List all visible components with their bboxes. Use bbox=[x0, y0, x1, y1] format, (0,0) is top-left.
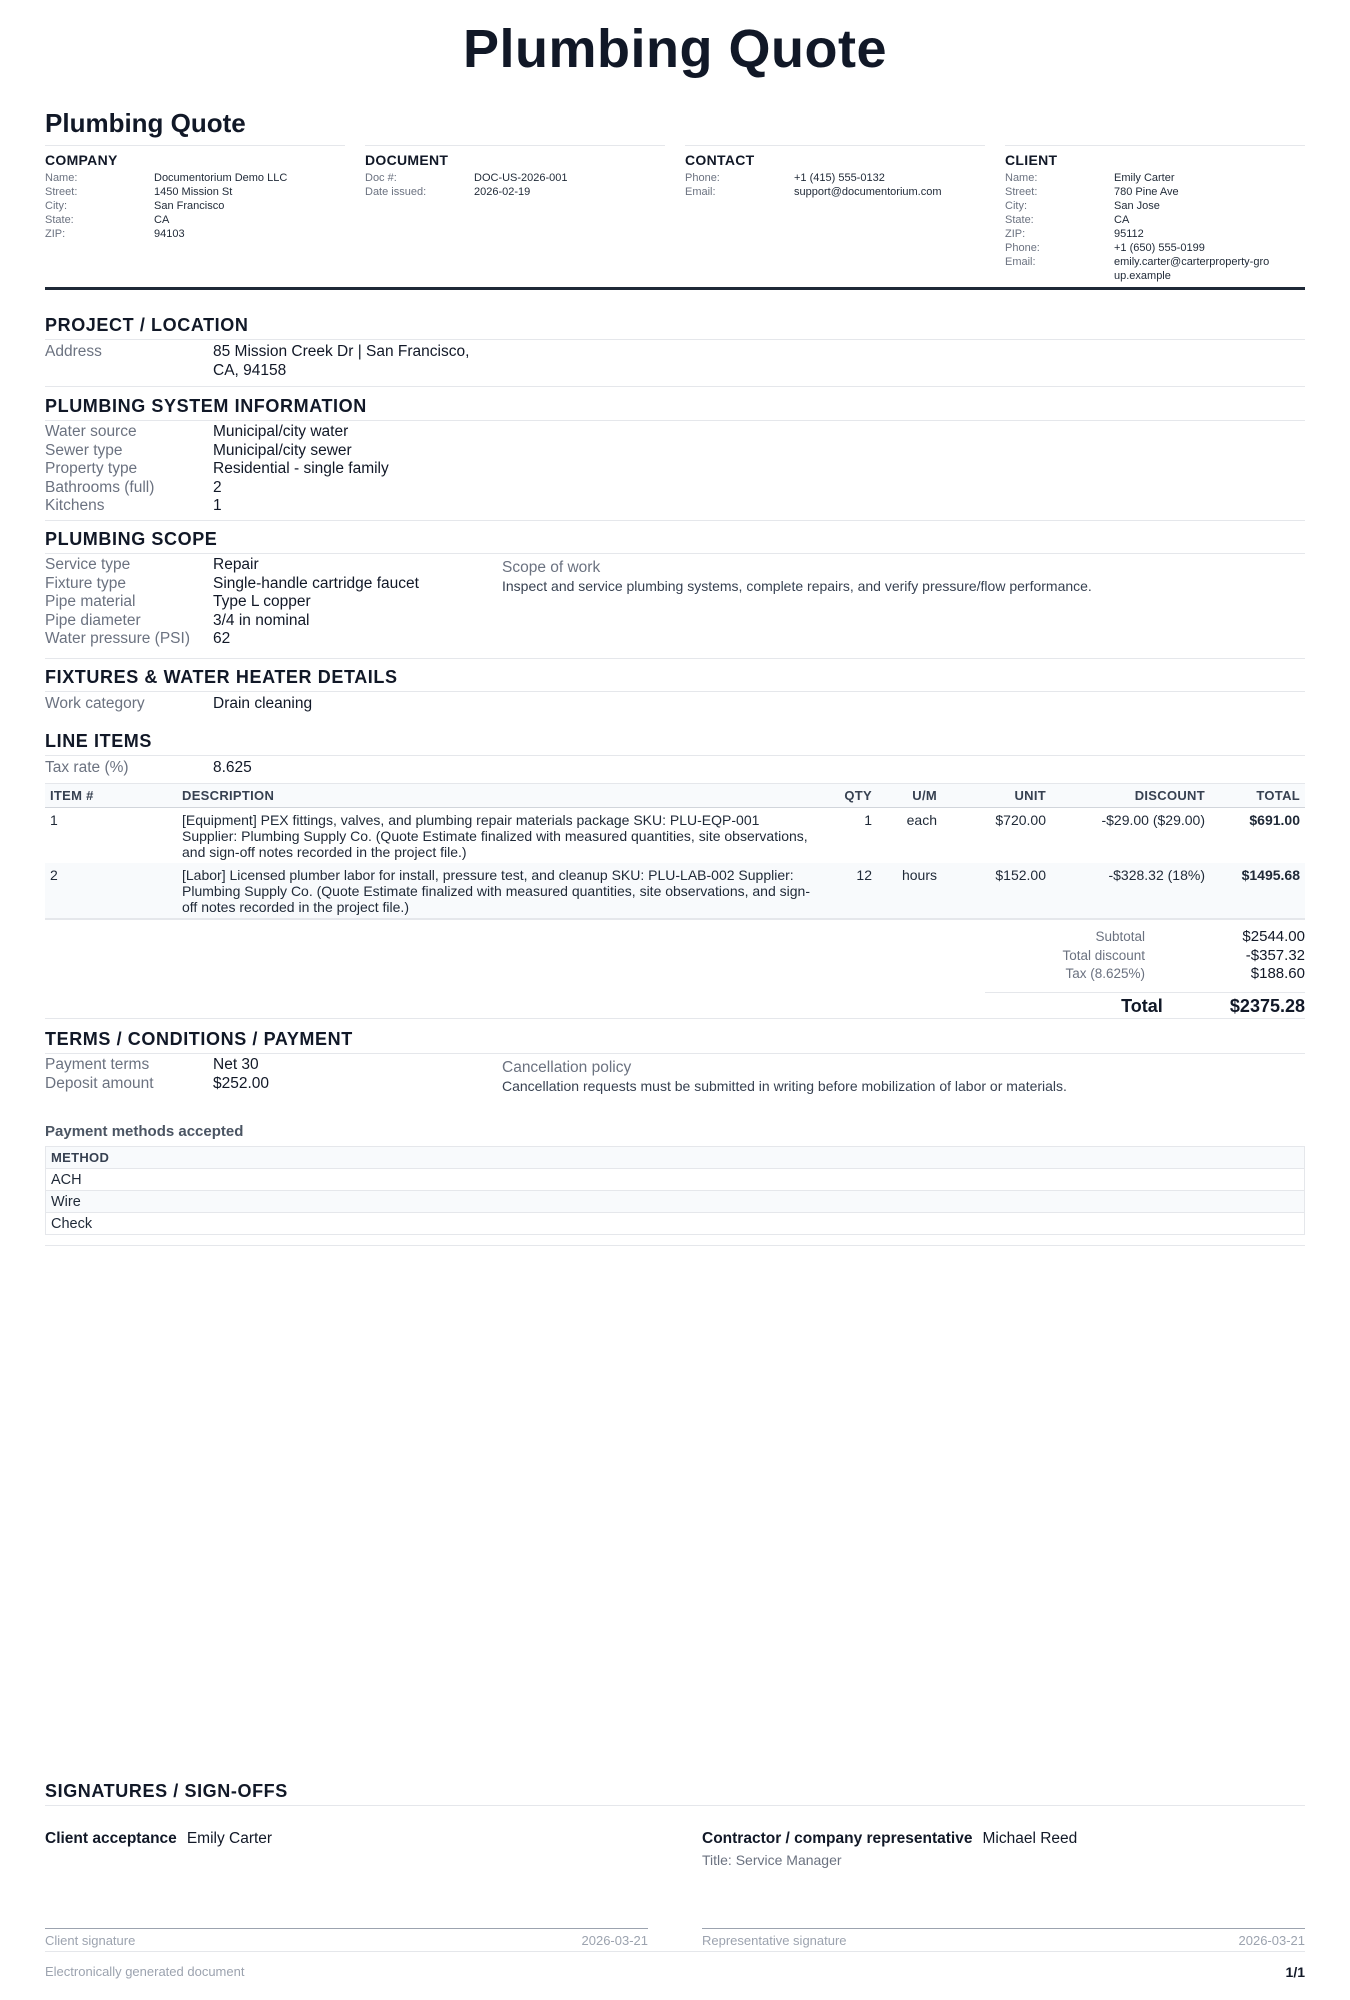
rep-signature-date: 2026-03-21 bbox=[1238, 1933, 1305, 1948]
cell-description: [Labor] Licensed plumber labor for install, pressure test, and cleanup SKU: PLU-LAB-002 Supplier: Plumbing Supply Co. (Quote Estimate finalized with measured quantities, site observations, and sign-off notes recorded in the project file.) bbox=[177, 863, 817, 919]
company-city-row bbox=[45, 199, 345, 213]
kv-value: CA bbox=[154, 214, 170, 226]
cancellation-text: Cancellation requests must be submitted in writing before mobilization of labor or materials. bbox=[502, 1078, 1067, 1094]
line-items-table bbox=[45, 783, 1305, 920]
property-type-row bbox=[45, 460, 1305, 479]
cell-qty: 1 bbox=[864, 811, 872, 828]
address-value bbox=[213, 343, 469, 380]
totals-block bbox=[805, 928, 1305, 1015]
scope-heading: PLUMBING SCOPE bbox=[45, 529, 1305, 554]
row-key: Kitchens bbox=[45, 497, 105, 514]
col-method: METHOD bbox=[46, 1147, 1305, 1169]
client-zip-row bbox=[1005, 227, 1305, 241]
fixtures-heading: FIXTURES & WATER HEATER DETAILS bbox=[45, 667, 1305, 692]
row-value: Net 30 bbox=[213, 1056, 259, 1073]
kv-key: City: bbox=[1005, 200, 1027, 212]
company-block bbox=[45, 145, 345, 241]
row-key: Sewer type bbox=[45, 441, 123, 459]
document-title: Plumbing Quote bbox=[463, 19, 887, 79]
kv-key: Doc #: bbox=[365, 172, 397, 184]
document-heading: DOCUMENT bbox=[365, 152, 449, 168]
kv-key: Street: bbox=[1005, 186, 1038, 198]
table-row bbox=[45, 863, 1305, 919]
grand-total-row bbox=[985, 992, 1305, 1016]
kv-key: State: bbox=[45, 214, 74, 226]
cell-item: 2 bbox=[45, 863, 177, 919]
row-value: Repair bbox=[213, 556, 259, 573]
table-header-row bbox=[45, 783, 1305, 807]
fixtures-section bbox=[45, 667, 1305, 714]
cell-um: each bbox=[906, 811, 937, 828]
address-row bbox=[45, 343, 1305, 380]
row-key: Pipe material bbox=[45, 593, 136, 610]
methods-header-row bbox=[46, 1147, 1305, 1169]
cell-qty: 12 bbox=[817, 863, 877, 919]
line-items-section bbox=[45, 731, 1305, 920]
line-items-heading: LINE ITEMS bbox=[45, 731, 1305, 756]
scope-of-work-text: Inspect and service plumbing systems, complete repairs, and verify pressure/flow performance. bbox=[502, 578, 1092, 594]
client-signature-line[interactable] bbox=[45, 1928, 648, 1948]
subtotal-label: Subtotal bbox=[1095, 929, 1145, 944]
total-discount-row bbox=[805, 947, 1305, 966]
row-key: Deposit amount bbox=[45, 1074, 154, 1092]
row-value: Type L copper bbox=[213, 593, 311, 610]
total-value: $2375.28 bbox=[1229, 995, 1305, 1016]
water-pressure-row bbox=[45, 630, 1305, 649]
kv-key: Name: bbox=[1005, 172, 1038, 184]
method-cell: Wire bbox=[46, 1191, 1305, 1213]
kv-value: Documentorium Demo LLC bbox=[154, 172, 288, 184]
total-label: Total bbox=[1121, 995, 1163, 1016]
client-acceptance-block bbox=[45, 1830, 272, 1848]
system-info-heading: PLUMBING SYSTEM INFORMATION bbox=[45, 396, 1305, 421]
kv-key: ZIP: bbox=[45, 228, 66, 240]
kv-value: +1 (650) 555-0199 bbox=[1114, 242, 1205, 254]
page-number: 1/1 bbox=[1285, 1964, 1305, 1980]
signatures-heading: SIGNATURES / SIGN-OFFS bbox=[45, 1781, 1305, 1806]
contact-phone-row bbox=[685, 171, 985, 185]
row-value: Municipal/city sewer bbox=[213, 441, 352, 459]
project-section bbox=[45, 315, 1305, 387]
row-key: Pipe diameter bbox=[45, 611, 141, 629]
header-info-grid bbox=[45, 145, 1305, 290]
table-row bbox=[46, 1213, 1305, 1235]
client-city-row bbox=[1005, 199, 1305, 213]
row-value: Municipal/city water bbox=[213, 423, 349, 440]
client-phone-row bbox=[1005, 241, 1305, 255]
client-role: Client acceptance bbox=[45, 1830, 177, 1847]
quote-page bbox=[45, 0, 1305, 2000]
kv-value: DOC-US-2026-001 bbox=[474, 172, 568, 184]
kv-value: +1 (415) 555-0132 bbox=[794, 172, 885, 184]
client-email-row bbox=[1005, 255, 1305, 283]
row-value: 1 bbox=[213, 497, 222, 514]
row-value: 3/4 in nominal bbox=[213, 611, 310, 629]
kv-value: Emily Carter bbox=[1114, 172, 1175, 184]
client-state-row bbox=[1005, 213, 1305, 227]
document-subtitle: Plumbing Quote bbox=[45, 108, 246, 138]
row-key: Water source bbox=[45, 423, 137, 440]
address-line-2: CA, 94158 bbox=[213, 361, 287, 379]
scope-section bbox=[45, 529, 1305, 659]
row-key: Property type bbox=[45, 460, 138, 477]
table-row bbox=[45, 807, 1305, 863]
representative-block bbox=[702, 1830, 1077, 1868]
kv-key: State: bbox=[1005, 214, 1034, 226]
kv-value: 95112 bbox=[1114, 228, 1144, 240]
row-key: Work category bbox=[45, 695, 145, 712]
pipe-material-row bbox=[45, 593, 1305, 612]
kv-value: CA bbox=[1114, 214, 1130, 226]
kv-key: Phone: bbox=[1005, 242, 1040, 254]
col-total: TOTAL bbox=[1210, 783, 1305, 807]
payment-methods-table bbox=[45, 1146, 1305, 1235]
col-um: U/M bbox=[877, 783, 942, 807]
row-value: 62 bbox=[213, 630, 231, 647]
pipe-diameter-row bbox=[45, 612, 1305, 631]
kv-value: 780 Pine Ave bbox=[1114, 186, 1179, 198]
rep-title: Title: Service Manager bbox=[702, 1852, 842, 1868]
company-street-row bbox=[45, 185, 345, 199]
kv-key: City: bbox=[45, 200, 67, 212]
subtotal-value: $2544.00 bbox=[1242, 928, 1305, 945]
client-signer-name: Emily Carter bbox=[186, 1830, 273, 1847]
contact-email-row bbox=[685, 185, 985, 199]
cell-unit: $720.00 bbox=[995, 811, 1046, 828]
cancellation-note bbox=[502, 1059, 1067, 1094]
document-block bbox=[365, 145, 665, 199]
client-name-row bbox=[1005, 171, 1305, 185]
row-value: Residential - single family bbox=[213, 460, 389, 477]
col-discount: DISCOUNT bbox=[1051, 783, 1210, 807]
cell-total: $691.00 bbox=[1249, 811, 1300, 828]
bathrooms-row bbox=[45, 479, 1305, 498]
kv-value: 2026-02-19 bbox=[474, 186, 531, 198]
col-unit: UNIT bbox=[942, 783, 1051, 807]
method-cell: Check bbox=[46, 1213, 1305, 1235]
company-state-row bbox=[45, 213, 345, 227]
row-key: Payment terms bbox=[45, 1056, 150, 1073]
representative-signature-line[interactable] bbox=[702, 1928, 1305, 1948]
col-description: DESCRIPTION bbox=[177, 783, 817, 807]
client-heading: CLIENT bbox=[1005, 152, 1058, 168]
subtotal-row bbox=[805, 928, 1305, 947]
terms-heading: TERMS / CONDITIONS / PAYMENT bbox=[45, 1029, 1305, 1054]
rep-role: Contractor / company representative bbox=[702, 1830, 973, 1847]
cell-unit: $152.00 bbox=[942, 863, 1051, 919]
rep-signature-label: Representative signature bbox=[702, 1933, 847, 1948]
terms-divider bbox=[45, 1245, 1305, 1246]
kv-key: Name: bbox=[45, 172, 78, 184]
kv-value: support@documentorium.com bbox=[794, 186, 942, 198]
company-heading: COMPANY bbox=[45, 152, 118, 168]
rep-name: Michael Reed bbox=[982, 1830, 1078, 1847]
tax-label: Tax (8.625%) bbox=[1065, 966, 1145, 981]
kv-value: San Jose bbox=[1114, 200, 1160, 212]
kv-key: ZIP: bbox=[1005, 228, 1026, 240]
method-cell: ACH bbox=[46, 1169, 1305, 1191]
system-info-section bbox=[45, 396, 1305, 521]
kv-key: Phone: bbox=[685, 172, 720, 184]
kv-value: San Francisco bbox=[154, 200, 225, 212]
kv-value: 94103 bbox=[154, 228, 185, 240]
kv-key: Street: bbox=[45, 186, 78, 198]
doc-number-row bbox=[365, 171, 665, 185]
company-name-row bbox=[45, 171, 345, 185]
address-line-1: 85 Mission Creek Dr | San Francisco, bbox=[213, 343, 470, 360]
tax-rate-row bbox=[45, 759, 1305, 778]
col-qty: QTY bbox=[817, 783, 877, 807]
table-row bbox=[46, 1169, 1305, 1191]
date-issued-row bbox=[365, 185, 665, 199]
cancellation-label: Cancellation policy bbox=[502, 1059, 632, 1076]
kv-value: 1450 Mission St bbox=[154, 186, 233, 198]
row-key: Service type bbox=[45, 556, 131, 573]
kv-key: Email: bbox=[685, 186, 716, 198]
contact-heading: CONTACT bbox=[685, 152, 755, 168]
client-signature-label: Client signature bbox=[45, 1933, 136, 1948]
discount-value: -$357.32 bbox=[1245, 946, 1305, 964]
client-acceptance bbox=[45, 1830, 272, 1848]
row-value: 2 bbox=[213, 478, 222, 496]
cell-description: [Equipment] PEX fittings, valves, and plumbing repair materials package SKU: PLU-EQP-001 Supplier: Plumbing Supply Co. (Quote Estimate finalized with measured quantities, site observations, and sign-off notes recorded in the project file.) bbox=[182, 811, 808, 860]
row-key: Tax rate (%) bbox=[45, 759, 129, 776]
representative bbox=[702, 1830, 1077, 1848]
water-source-row bbox=[45, 423, 1305, 442]
cell-discount: -$29.00 ($29.00) bbox=[1101, 811, 1205, 828]
cell-discount: -$328.32 (18%) bbox=[1051, 863, 1210, 919]
kv-key: Email: bbox=[1005, 256, 1036, 268]
discount-label: Total discount bbox=[1062, 947, 1145, 963]
client-block bbox=[1005, 145, 1305, 283]
kv-key: Date issued: bbox=[365, 186, 427, 198]
row-value: Drain cleaning bbox=[213, 695, 313, 712]
row-key: Fixture type bbox=[45, 574, 126, 592]
tax-row bbox=[805, 965, 1305, 984]
col-item: ITEM # bbox=[45, 783, 177, 807]
client-signature-date: 2026-03-21 bbox=[581, 1933, 648, 1948]
row-key: Bathrooms (full) bbox=[45, 478, 155, 496]
payment-methods-heading: Payment methods accepted bbox=[45, 1123, 244, 1140]
tax-value: $188.60 bbox=[1250, 965, 1305, 982]
sewer-type-row bbox=[45, 442, 1305, 461]
row-value: $252.00 bbox=[213, 1074, 270, 1092]
row-value: Single-handle cartridge faucet bbox=[213, 574, 419, 592]
footer-note: Electronically generated document bbox=[45, 1964, 245, 1979]
table-row bbox=[46, 1191, 1305, 1213]
contact-block bbox=[685, 145, 985, 199]
row-key: Water pressure (PSI) bbox=[45, 630, 190, 647]
kitchens-row bbox=[45, 497, 1305, 516]
terms-section bbox=[45, 1018, 1305, 1246]
project-heading: PROJECT / LOCATION bbox=[45, 315, 1305, 340]
scope-of-work-note bbox=[502, 559, 1092, 594]
cell-total: $1495.68 bbox=[1210, 863, 1305, 919]
row-value: 8.625 bbox=[213, 759, 252, 776]
scope-of-work-label: Scope of work bbox=[502, 559, 601, 576]
cell-item: 1 bbox=[50, 811, 58, 828]
address-label: Address bbox=[45, 343, 102, 360]
signatures-section bbox=[45, 1781, 1305, 1806]
kv-value: emily.carter@carterproperty-group.example bbox=[1114, 256, 1270, 282]
client-street-row bbox=[1005, 185, 1305, 199]
system-info-rows bbox=[45, 423, 1305, 516]
work-category-row bbox=[45, 695, 1305, 714]
company-zip-row bbox=[45, 227, 345, 241]
cell-um: hours bbox=[877, 863, 942, 919]
page-footer bbox=[45, 1951, 1305, 1980]
